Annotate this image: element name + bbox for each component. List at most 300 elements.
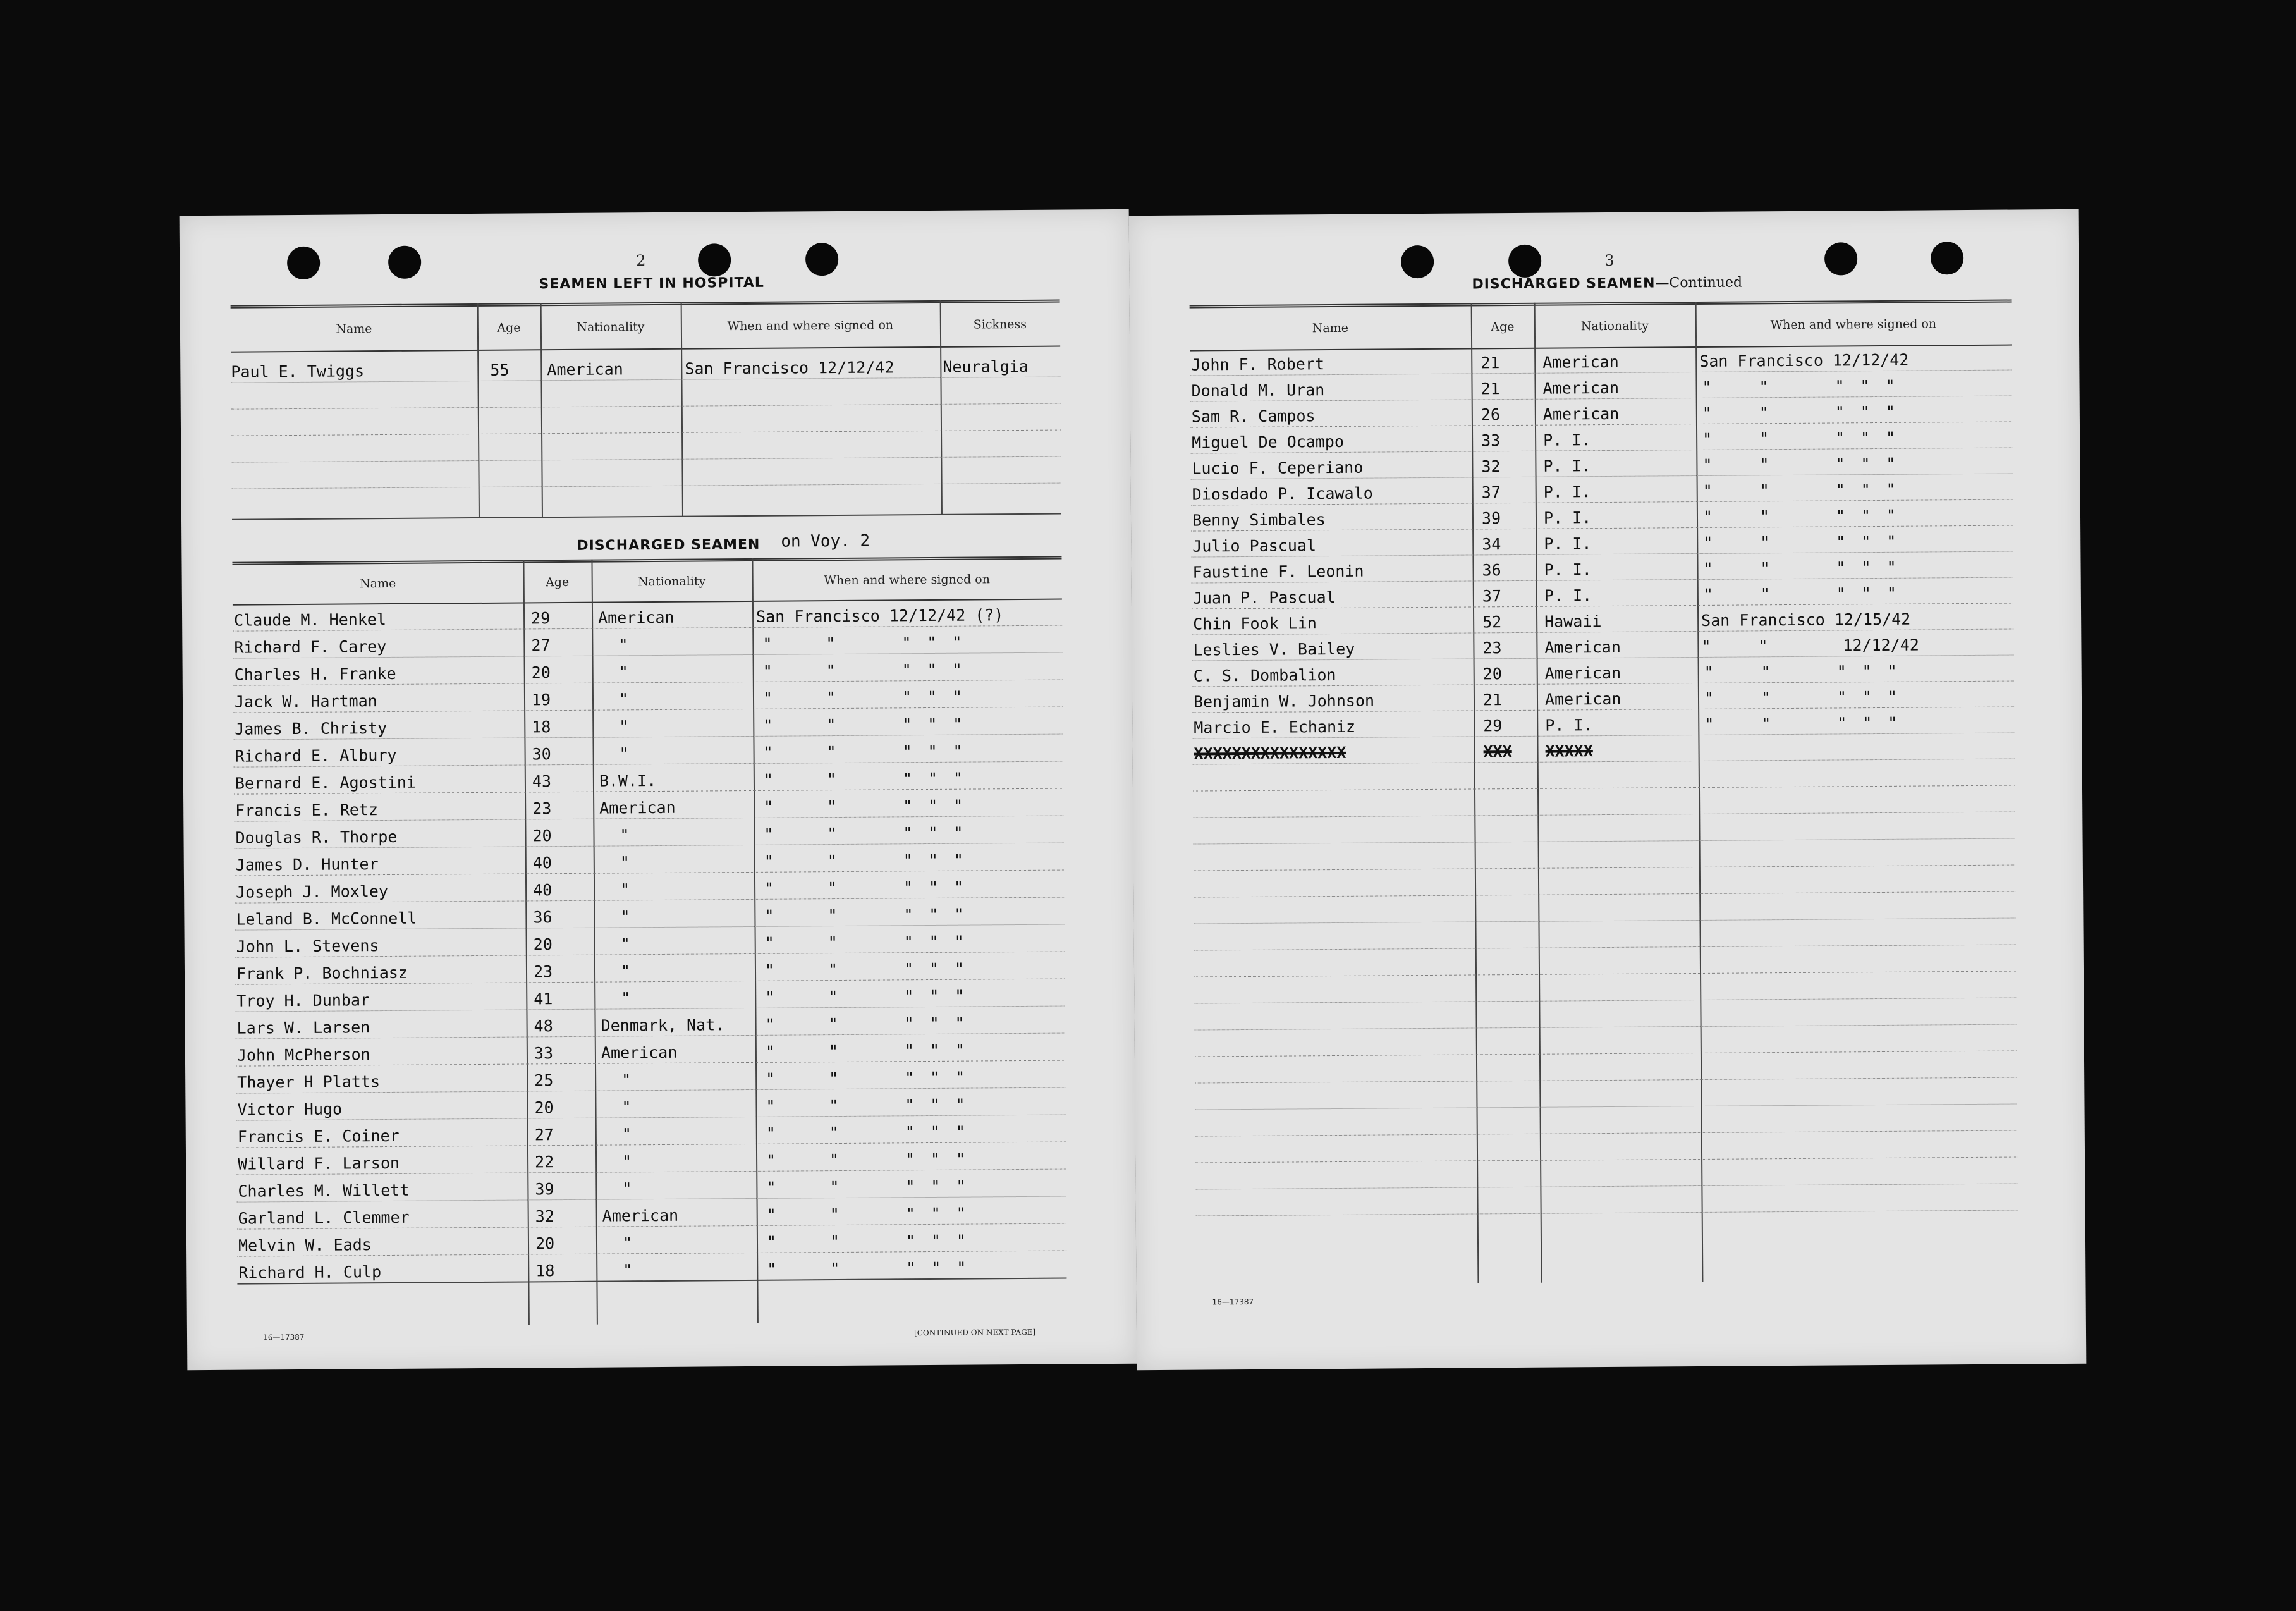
ditto-mark: " — [827, 797, 837, 816]
header-nationality: Nationality — [577, 320, 645, 334]
ditto-mark: " — [903, 797, 913, 816]
seaman-name: Chin Fook Lin — [1193, 614, 1317, 634]
ditto-mark: " — [1836, 688, 1847, 707]
seaman-age: 18 — [535, 1261, 555, 1280]
binder-hole — [1824, 242, 1857, 275]
struck-age: XXX — [1483, 742, 1512, 761]
ditto-mark: " — [953, 769, 963, 788]
binder-hole — [287, 247, 320, 279]
ditto-mark: " — [901, 688, 912, 707]
ditto-mark: " — [829, 1205, 840, 1224]
ditto-mark: " — [764, 852, 774, 871]
seaman-name: Diosdado P. Icawalo — [1192, 484, 1373, 504]
seaman-age: 20 — [532, 826, 552, 845]
seaman-name: Victor Hugo — [237, 1100, 343, 1119]
seaman-nationality: " — [619, 717, 629, 736]
seaman-nationality: " — [620, 826, 630, 845]
ditto-mark: " — [1885, 402, 1896, 421]
ditto-mark: " — [766, 1232, 777, 1251]
ditto-mark: " — [764, 879, 774, 898]
seaman-nationality: " — [618, 635, 628, 654]
ditto-mark: " — [829, 1096, 839, 1115]
seaman-age: 19 — [531, 690, 551, 709]
form-number: 16—17387 — [262, 1332, 305, 1342]
seaman-age: 41 — [534, 989, 553, 1008]
ditto-mark: " — [763, 743, 773, 762]
ditto-mark: " — [828, 988, 838, 1007]
table-header — [1190, 300, 2012, 352]
seaman-name: Lars W. Larsen — [236, 1018, 370, 1038]
seaman-nationality: " — [620, 907, 630, 926]
ditto-mark: " — [1836, 532, 1846, 551]
ditto-mark: " — [901, 634, 912, 652]
seaman-nationality: P. I. — [1545, 716, 1593, 735]
seaman-nationality: Hawaii — [1544, 612, 1602, 631]
ditto-mark: " — [1836, 584, 1847, 603]
ditto-mark: " — [765, 988, 775, 1007]
seaman-name: Charles M. Willett — [238, 1180, 410, 1201]
ditto-mark: " — [956, 1177, 966, 1196]
seaman-age: 23 — [1482, 639, 1502, 658]
ditto-mark: " — [929, 1014, 939, 1033]
ditto-mark: " — [1704, 663, 1714, 682]
ditto-mark: " — [1702, 377, 1712, 396]
ditto-mark: " — [929, 959, 939, 979]
seaman-nationality: American — [1544, 663, 1621, 683]
ditto-mark: " — [764, 797, 774, 816]
binder-hole — [805, 243, 838, 276]
seaman-age: 27 — [534, 1125, 554, 1144]
seaman-nationality: B.W.I. — [599, 771, 657, 790]
ditto-mark: " — [763, 716, 773, 735]
seaman-name: Troy H. Dunbar — [236, 991, 370, 1010]
ditto-mark: " — [829, 1124, 839, 1142]
seaman-nationality: " — [620, 853, 630, 872]
ditto-mark: " — [1759, 429, 1769, 448]
ditto-mark: " — [1759, 455, 1769, 474]
ditto-mark: " — [1862, 714, 1872, 733]
seaman-age: 32 — [1481, 457, 1501, 476]
ditto-mark: " — [1861, 584, 1872, 603]
seaman-age: 29 — [531, 609, 551, 628]
seaman-name: C. S. Dombalion — [1193, 665, 1336, 685]
ditto-mark: " — [956, 1258, 967, 1277]
ditto-mark: " — [954, 959, 965, 978]
seaman-age: 55 — [490, 360, 510, 379]
ditto-mark: " — [954, 932, 964, 951]
ditto-mark: " — [764, 824, 774, 843]
ditto-mark: " — [1886, 480, 1896, 499]
seaman-signed-on: San Francisco 12/15/42 — [1701, 609, 1911, 630]
hospital-title: SEAMEN LEFT IN HOSPITAL — [539, 274, 765, 293]
seaman-name: Willard F. Larson — [238, 1153, 400, 1173]
left-page — [180, 209, 1137, 1370]
ditto-mark: " — [906, 1259, 916, 1278]
ditto-mark: " — [1760, 559, 1770, 578]
seaman-name: Lucio F. Ceperiano — [1192, 458, 1364, 478]
ditto-mark: " — [953, 714, 963, 733]
ditto-mark: " — [827, 933, 838, 952]
seaman-name: Garland L. Clemmer — [238, 1208, 410, 1228]
header-nationality: Nationality — [1580, 319, 1649, 334]
seaman-nationality: " — [619, 744, 629, 763]
ditto-mark: " — [1862, 662, 1872, 681]
seaman-nationality: P. I. — [1543, 482, 1592, 501]
ditto-mark: " — [1885, 376, 1895, 395]
seaman-nationality: American — [601, 1043, 678, 1062]
seaman-age: 37 — [1482, 587, 1502, 606]
ditto-mark: " — [927, 633, 937, 652]
seaman-age: 32 — [535, 1207, 554, 1226]
ditto-mark: " — [931, 1177, 941, 1196]
seaman-name: John F. Robert — [1191, 355, 1325, 374]
ditto-mark: " — [953, 742, 963, 761]
seaman-age: 40 — [533, 881, 553, 900]
ditto-mark: " — [956, 1231, 967, 1250]
ditto-mark: " — [904, 1014, 914, 1033]
ditto-mark: " — [905, 1096, 915, 1115]
discharged-continued-title: DISCHARGED SEAMEN—Continued — [1472, 274, 1743, 293]
seaman-age: 40 — [532, 854, 553, 873]
seaman-age: 20 — [533, 935, 553, 954]
ditto-mark: " — [954, 905, 964, 924]
seaman-name: Joseph J. Moxley — [236, 881, 389, 902]
ditto-mark: " — [1860, 455, 1871, 474]
seaman-nationality: " — [620, 880, 630, 899]
ditto-mark: " — [903, 905, 913, 924]
ditto-mark: " — [826, 716, 836, 735]
ditto-mark: " — [930, 1122, 940, 1142]
ditto-mark: " — [904, 1041, 915, 1060]
page-number: 2 — [636, 252, 646, 270]
ditto-mark: " — [929, 932, 939, 952]
seaman-nationality: " — [620, 962, 631, 981]
seaman-name: Julio Pascual — [1192, 536, 1317, 556]
seaman-name: Marcio E. Echaniz — [1194, 717, 1356, 737]
seaman-age: 21 — [1481, 379, 1500, 398]
ditto-mark: " — [827, 960, 838, 979]
ditto-mark: " — [955, 1095, 965, 1114]
ditto-mark: " — [766, 1096, 776, 1115]
ditto-mark: " — [1760, 533, 1770, 552]
seaman-name: Faustine F. Leonin — [1192, 561, 1364, 582]
ditto-mark: " — [929, 986, 939, 1006]
header-signed: When and where signed on — [1770, 317, 1937, 333]
seaman-name: Paul E. Twiggs — [231, 362, 365, 381]
seaman-name: Richard H. Culp — [238, 1263, 382, 1282]
empty-row — [232, 483, 1061, 520]
ditto-mark: " — [928, 823, 938, 843]
ditto-mark: " — [1886, 506, 1896, 525]
seaman-name: Richard F. Carey — [234, 637, 387, 657]
header-name: Name — [336, 322, 372, 336]
ditto-mark: " — [1760, 585, 1771, 604]
seaman-nationality: P. I. — [1544, 586, 1592, 605]
ditto-mark: " — [1862, 688, 1872, 707]
seaman-age: 23 — [533, 962, 553, 981]
binder-hole — [1931, 242, 1963, 274]
seaman-name: Sam R. Campos — [1191, 407, 1316, 426]
struck-name: XXXXXXXXXXXXXXXX — [1194, 743, 1346, 763]
ditto-mark: " — [1886, 454, 1896, 473]
seaman-name: Benny Simbales — [1192, 510, 1326, 530]
seaman-nationality: P. I. — [1543, 431, 1591, 450]
ditto-mark: " — [1860, 506, 1871, 525]
seaman-nationality: American — [599, 798, 676, 818]
ditto-mark: " — [905, 1232, 916, 1251]
ditto-mark: " — [930, 1068, 940, 1087]
right-page — [1129, 209, 2087, 1370]
seaman-signed-on: San Francisco 12/12/42 — [685, 358, 895, 378]
seaman-name: James B. Christy — [235, 718, 388, 738]
ditto-mark: " — [952, 633, 962, 652]
ditto-mark: " — [1835, 481, 1845, 499]
seaman-nationality: American — [1542, 352, 1619, 372]
seaman-name: Juan P. Pascual — [1192, 587, 1336, 608]
seaman-nationality: " — [621, 1070, 632, 1089]
seaman-name: John McPherson — [236, 1045, 370, 1065]
ditto-mark: " — [1887, 687, 1898, 706]
seaman-nationality: P. I. — [1543, 456, 1591, 475]
header-age: Age — [1491, 320, 1515, 334]
seaman-nationality: American — [547, 360, 623, 379]
seaman-nationality: P. I. — [1544, 560, 1592, 579]
seaman-signed-on: San Francisco 12/12/42 — [1699, 350, 1909, 371]
ditto-mark: " — [764, 933, 774, 952]
binder-hole — [1508, 245, 1541, 278]
ditto-mark: " — [1704, 689, 1714, 707]
ditto-mark: " — [931, 1258, 941, 1278]
continued-note: [CONTINUED ON NEXT PAGE] — [913, 1327, 1036, 1338]
seaman-name: Melvin W. Eads — [238, 1235, 372, 1255]
header-sickness: Sickness — [973, 317, 1027, 332]
ditto-mark: " — [827, 852, 837, 871]
ditto-mark: " — [1887, 661, 1897, 680]
ditto-mark: " — [1860, 403, 1871, 422]
ditto-mark: " — [1759, 507, 1770, 526]
seaman-name: Frank P. Bochniasz — [236, 963, 408, 983]
seaman-name: Claude M. Henkel — [234, 609, 387, 630]
ditto-mark: " — [902, 769, 913, 788]
ditto-mark: " — [829, 1151, 840, 1170]
seaman-age: 21 — [1481, 353, 1500, 372]
ditto-mark: " — [1886, 532, 1896, 551]
seaman-name: Francis E. Retz — [235, 800, 379, 820]
ditto-mark: " — [1860, 429, 1871, 448]
ditto-mark: " — [953, 796, 963, 815]
seaman-nationality: American — [1544, 637, 1621, 657]
ditto-mark: " — [1835, 377, 1845, 396]
seaman-age: 33 — [534, 1044, 554, 1063]
ditto-mark: " — [955, 1041, 965, 1060]
seaman-nationality: " — [623, 1261, 633, 1280]
ditto-mark: " — [1836, 558, 1846, 577]
page-number: 3 — [1604, 251, 1615, 270]
ditto-mark: " — [1759, 481, 1769, 500]
seaman-nationality: American — [602, 1206, 679, 1225]
ditto-mark: " — [763, 770, 774, 789]
ditto-mark: " — [955, 986, 965, 1005]
ditto-mark: " — [953, 823, 963, 842]
seaman-nationality: " — [621, 1125, 632, 1144]
ditto-mark: " — [953, 878, 964, 897]
seaman-nationality: " — [621, 1098, 632, 1117]
ditto-mark: " — [955, 1149, 966, 1168]
ditto-mark: " — [1861, 558, 1871, 577]
ditto-mark: " — [903, 933, 913, 952]
seaman-nationality: " — [620, 934, 630, 953]
ditto-mark: " — [953, 850, 963, 869]
ditto-mark: " — [827, 824, 837, 843]
seaman-name: Douglas R. Thorpe — [235, 827, 398, 847]
ditto-mark: " — [903, 851, 913, 870]
header-nationality: Nationality — [638, 574, 706, 589]
seaman-age: 33 — [1481, 431, 1501, 450]
seaman-age: 25 — [534, 1071, 554, 1090]
header-name: Name — [360, 576, 396, 591]
ditto-mark: " — [929, 1041, 940, 1060]
seaman-age: 18 — [532, 718, 551, 737]
ditto-mark: " — [905, 1150, 915, 1169]
seaman-age: 39 — [1481, 509, 1501, 528]
ditto-mark: " — [931, 1231, 941, 1251]
ditto-mark: " — [955, 1068, 965, 1087]
ditto-mark: " — [826, 689, 836, 707]
seaman-nationality: " — [622, 1234, 633, 1253]
seaman-age: 22 — [535, 1153, 554, 1172]
ditto-mark: " — [927, 769, 938, 788]
voyage-label: on Voy. 2 — [781, 531, 870, 551]
seaman-age: 34 — [1482, 535, 1501, 554]
ditto-mark: " — [927, 714, 937, 734]
ditto-mark: " — [1703, 559, 1713, 578]
ditto-mark: " — [1701, 637, 1711, 656]
seaman-age: 37 — [1481, 483, 1501, 502]
ditto-mark: " — [826, 634, 836, 653]
ditto-mark: " — [766, 1151, 776, 1170]
ditto-mark: " — [928, 850, 938, 870]
ditto-mark: " — [767, 1259, 777, 1278]
ditto-mark: " — [1702, 507, 1713, 526]
ditto-mark: " — [1860, 481, 1871, 499]
seaman-nationality: American — [597, 608, 675, 627]
seaman-name: Miguel De Ocampo — [1192, 432, 1345, 452]
ditto-mark: " — [905, 1177, 915, 1196]
seaman-age: 20 — [1482, 665, 1502, 683]
seaman-nationality: P. I. — [1544, 534, 1592, 553]
ditto-mark: " — [1703, 533, 1713, 552]
ditto-mark: " — [903, 878, 913, 897]
header-signed: When and where signed on — [824, 572, 991, 588]
ditto-mark: " — [902, 715, 912, 734]
ditto-mark: " — [955, 1014, 965, 1032]
ditto-mark: " — [827, 879, 838, 898]
ditto-mark: " — [929, 905, 939, 924]
ditto-mark: " — [1835, 455, 1845, 474]
ditto-mark: " — [905, 1204, 915, 1223]
ditto-mark: " — [903, 824, 913, 843]
ditto-mark: " — [1759, 403, 1769, 422]
seaman-signed-on: 12/12/42 — [1843, 635, 1919, 655]
ditto-mark: " — [766, 1178, 776, 1197]
ditto-mark: " — [826, 743, 836, 762]
ditto-mark: " — [1837, 714, 1847, 733]
empty-row — [1195, 1183, 2017, 1216]
ditto-mark: " — [829, 1232, 840, 1251]
seaman-age: 27 — [531, 636, 551, 655]
ditto-mark: " — [828, 1042, 839, 1061]
ditto-mark: " — [930, 1149, 941, 1169]
ditto-mark: " — [826, 770, 837, 789]
ditto-mark: " — [1861, 532, 1871, 551]
seaman-age: 26 — [1481, 405, 1501, 424]
seaman-name: Leslies V. Bailey — [1193, 639, 1355, 659]
ditto-mark: " — [826, 661, 836, 680]
seaman-name: Charles H. Franke — [234, 664, 396, 684]
seaman-age: 36 — [533, 908, 553, 927]
ditto-mark: " — [762, 634, 772, 653]
ditto-mark: " — [828, 1015, 838, 1034]
ditto-mark: " — [764, 906, 774, 925]
ditto-mark: " — [1886, 428, 1896, 447]
seaman-nationality: " — [618, 663, 628, 682]
ditto-mark: " — [765, 1015, 775, 1034]
binder-hole — [1401, 245, 1434, 278]
seaman-age: 43 — [532, 772, 552, 791]
seaman-age: 29 — [1483, 716, 1503, 735]
ditto-mark: " — [927, 687, 937, 707]
ditto-mark: " — [762, 689, 773, 707]
header-name: Name — [1312, 321, 1349, 336]
seaman-sickness: Neuralgia — [943, 357, 1029, 376]
ditto-mark: " — [903, 960, 914, 979]
seaman-nationality: American — [1544, 689, 1621, 709]
ditto-mark: " — [1704, 714, 1714, 733]
ditto-mark: " — [766, 1124, 776, 1142]
ditto-mark: " — [1758, 637, 1768, 656]
header-signed: When and where signed on — [727, 318, 894, 334]
ditto-mark: " — [766, 1205, 776, 1224]
discharged-title: DISCHARGED SEAMEN — [577, 536, 760, 554]
seaman-name: Thayer H Platts — [237, 1072, 381, 1092]
struck-nationality: XXXXX — [1545, 742, 1593, 761]
binder-hole — [698, 243, 731, 276]
ditto-mark: " — [762, 661, 772, 680]
ditto-mark: " — [830, 1259, 840, 1278]
seaman-nationality: American — [1542, 378, 1620, 398]
ditto-mark: " — [928, 878, 939, 897]
ditto-mark: " — [827, 906, 838, 925]
ditto-mark: " — [1702, 455, 1713, 474]
seaman-name: James D. Hunter — [235, 855, 379, 874]
seaman-name: John L. Stevens — [236, 936, 379, 956]
seaman-age: 20 — [535, 1234, 555, 1253]
ditto-mark: " — [1702, 429, 1713, 448]
seaman-age: 20 — [531, 663, 551, 682]
header-age: Age — [546, 575, 570, 590]
ditto-mark: " — [952, 660, 962, 679]
seaman-name: Leland B. McConnell — [236, 909, 417, 929]
ditto-mark: " — [927, 660, 937, 680]
seaman-nationality: " — [622, 1179, 632, 1198]
ditto-mark: " — [1836, 662, 1847, 681]
header-age: Age — [497, 321, 521, 335]
ditto-mark: " — [1703, 585, 1714, 604]
ditto-mark: " — [829, 1178, 840, 1197]
seaman-age: 39 — [535, 1180, 554, 1199]
ditto-mark: " — [829, 1069, 839, 1088]
ditto-mark: " — [905, 1123, 915, 1142]
